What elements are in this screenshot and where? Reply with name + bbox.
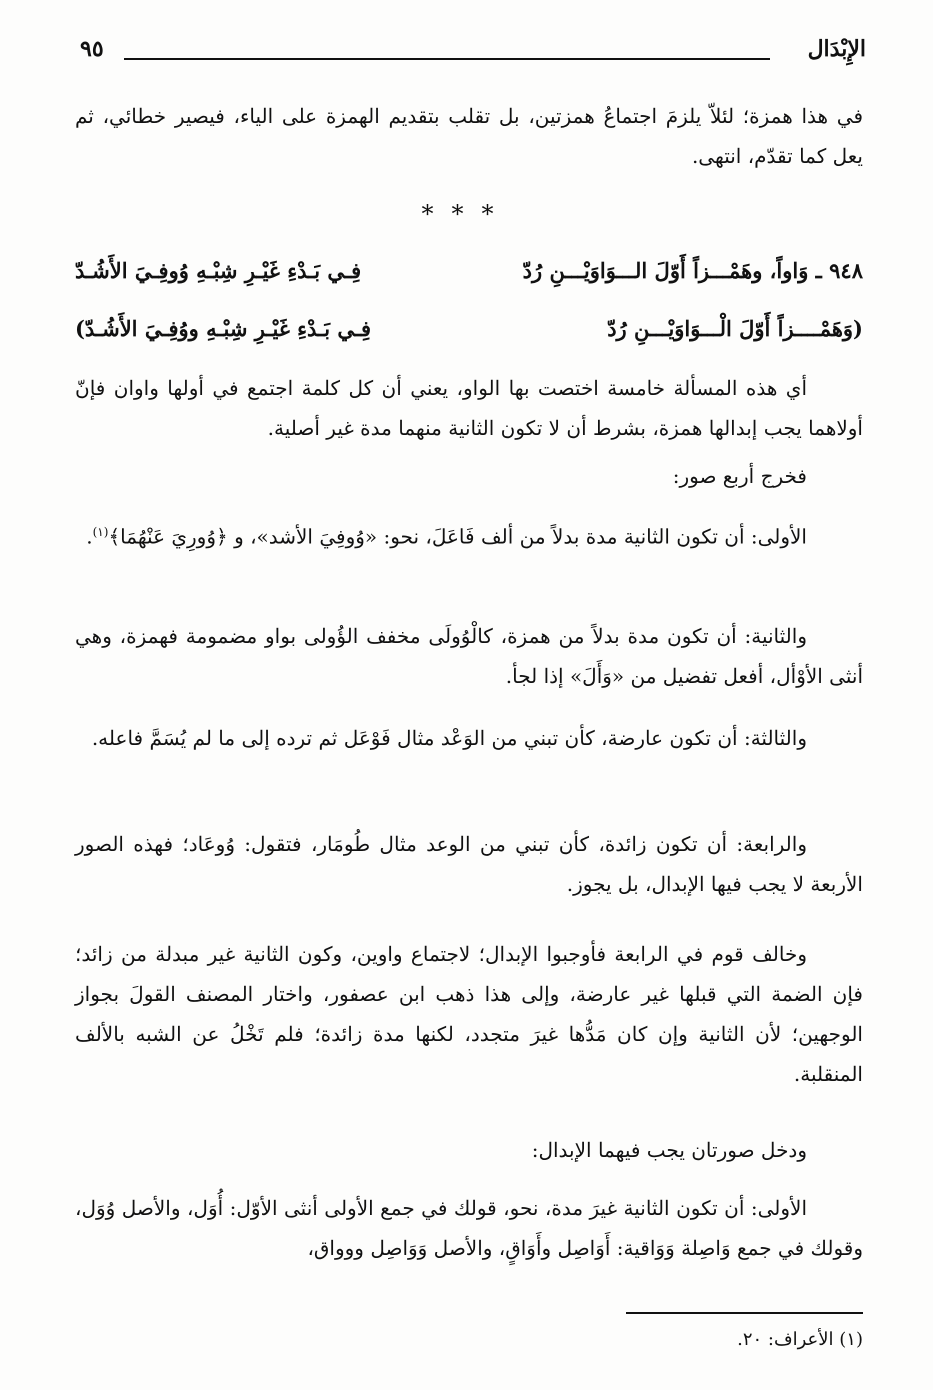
header-rule [124,58,770,60]
case-1-text: الأولى: أن تكون الثانية مدة بدلاً من ألف فَاعَلَ، نحو: «وُوفِيَ الأشد»، و ﴿وُورِيَ عَنْهُمَا﴾ [108,524,807,549]
page-header [80,28,866,68]
page-number: ٩٥ [80,36,104,62]
verse-first-hemistich: ٩٤٨ ـ وَاواً، وهَمْـــزاً أَوّلَ الـــوَاوَيْـــنِ رُدّ [522,258,863,283]
paragraph-case-2: والثانية: أن تكون مدة بدلاً من همزة، كالْوُولَى مخفف الؤُولى بواو مضمومة فهمزة، وهي أنثى الأوْأل، أفعل تفضيل من «وَأَلَ» إذا لجأ. [75,624,863,688]
verse-line-2 [75,316,863,358]
verse-alt-first-hemistich: (وَهَمْــــزاً أَوّلَ الْـــوَاوَيْـــنِ رُدّ [607,316,863,341]
verse-second-hemistich: فِـي بَـدْءِ غَيْـرِ شِبْـهِ وُوفِـيَ الأَشُـدّ [75,258,362,283]
paragraph-case-4: والرابعة: أن تكون زائدة، كأن تبني من الوعد مثال طُومَار، فتقول: وُوعَاد؛ فهذه الصور الأربعة لا يجب فيها الإبدال، بل يجوز. [75,832,863,896]
paragraph-case-1: الأولى: أن تكون الثانية مدة بدلاً من ألف فَاعَلَ، نحو: «وُوفِيَ الأشد»، و ﴿وُورِيَ عَنْهُمَا﴾$^{(١)}$. [86,524,807,549]
footnote: (١) الأعراف: ٢٠. [737,1329,863,1350]
verse-alt-second-hemistich: فِـي بَـدْءِ غَيْـرِ شِبْـهِ ووُفِـيَ الأَشُـدّ) [75,316,372,341]
section-separator: *** [421,200,512,228]
paragraph-form-1: الأولى: أن تكون الثانية غيرَ مدة، نحو، قولك في جمع الأولى أنثى الأوّل: أُوَل، والأصل وُوَل، وقولك في جمع وَاصِلة وَوَاقية: أَوَاصِل وأَوَاقٍ، والأصل وَوَاصِل ووواق، [75,1196,863,1260]
paragraph-dissent: وخالف قوم في الرابعة فأوجبوا الإبدال؛ لاجتماع واوين، وكون الثانية غير مبدلة من زائد؛ فإن الضمة التي قبلها غير عارضة، وإلى هذا ذهب ابن عصفور، واختار المصنف القولَ بجواز الوجهين؛ لأن الثانية وإن كان مَدُّها غيرَ متجدد، لكنها مدة زائدة؛ فلم تَخْلُ عن الشبه بالألف المنقلبة. [75,942,863,1086]
paragraph-four-cases: فخرج أربع صور: [672,464,807,488]
paragraph-explanation: أي هذه المسألة خامسة اختصت بها الواو، يعني أن كل كلمة اجتمع في أولها واوان فإنّ أولاهما يجب إبدالها همزة، بشرط أن لا تكون الثانية منهما مدة غير أصلية. [75,376,863,440]
footnote-rule [626,1312,863,1314]
verse-line-1 [75,258,863,300]
chapter-title: الإِبْدَال [807,36,866,62]
footnote-marker: (١) [92,525,109,539]
intro-paragraph: في هذا همزة؛ لئلاّ يلزمَ اجتماعُ همزتين، بل تقلب بتقديم الهمزة على الياء، فيصير خطائي، ثم يعل كما تقدّم، انتهى. [75,104,863,168]
paragraph-case-3: والثالثة: أن تكون عارضة، كأن تبني من الوَعْد مثال فَوْعَل ثم ترده إلى ما لم يُسَمَّ فاعله. [91,726,807,750]
paragraph-two-forms: ودخل صورتان يجب فيهما الإبدال: [531,1138,807,1162]
